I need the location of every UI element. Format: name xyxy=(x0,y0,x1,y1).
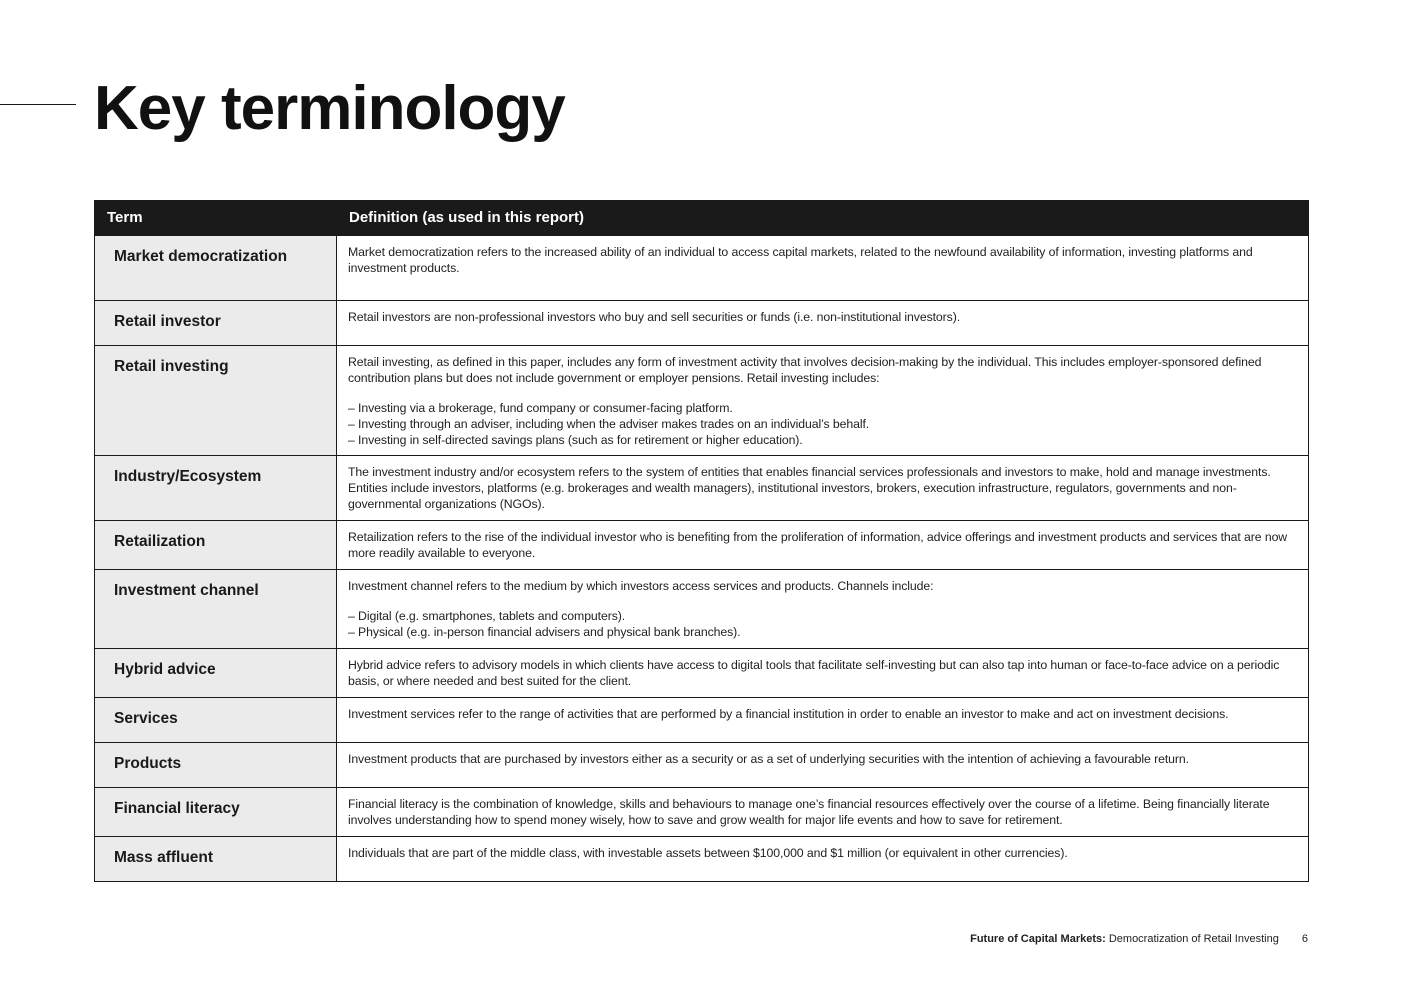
definition-bullet: – Investing in self-directed savings plans (such as for retirement or higher education). xyxy=(348,433,803,447)
footer-publication: Future of Capital Markets: xyxy=(970,933,1106,945)
definition-text: Investment channel refers to the medium by which investors access services and products. Channels include: xyxy=(348,579,934,593)
header-definition: Definition (as used in this report) xyxy=(337,200,1309,236)
table-header-row xyxy=(95,200,1309,236)
definition-cell xyxy=(337,346,1309,456)
definition-cell xyxy=(337,570,1309,649)
definition-cell xyxy=(337,788,1309,837)
term-cell: Hybrid advice xyxy=(95,649,337,698)
definition-cell xyxy=(337,837,1309,882)
definition-text: Financial literacy is the combination of knowledge, skills and behaviours to manage one’s financial resources effectively over the course of a lifetime. Being financially literate involves understanding how to spend money wisely, how to save and grow wealth for major life events and how to save for retirement. xyxy=(348,797,1270,827)
page-footer xyxy=(970,933,1308,945)
definition-text: Hybrid advice refers to advisory models in which clients have access to digital tools that facilitate self-investing but can also tap into human or face-to-face advice on a periodic basis, or where needed and best suited for the client. xyxy=(348,658,1280,688)
page-number: 6 xyxy=(1301,933,1308,945)
definition-bullet: – Investing through an adviser, including when the adviser makes trades on an individual’s behalf. xyxy=(348,417,870,431)
table-row xyxy=(95,837,1309,882)
definition-cell xyxy=(337,521,1309,570)
term-cell: Retail investor xyxy=(95,301,337,346)
definition-text: Retail investing, as defined in this paper, includes any form of investment activity that involves decision-making by the individual. This includes employer-sponsored defined contribution plans but does not include government or employer pensions. Retail investing includes: xyxy=(348,355,1262,385)
table-row xyxy=(95,649,1309,698)
definition-text: Investment services refer to the range of activities that are performed by a financial institution in order to enable an investor to make and act on investment decisions. xyxy=(348,707,1229,721)
header-term: Term xyxy=(95,200,337,236)
footer-subtitle: Democratization of Retail Investing xyxy=(1108,933,1279,945)
definition-cell xyxy=(337,698,1309,743)
page-title: Key terminology xyxy=(94,74,565,143)
term-cell: Market democratization xyxy=(95,236,337,301)
definition-text: Individuals that are part of the middle class, with investable assets between $100,000 and $1 million (or equivalent in other currencies). xyxy=(348,846,1068,860)
definition-cell xyxy=(337,236,1309,301)
definition-bullet: – Digital (e.g. smartphones, tablets and computers). xyxy=(348,609,626,623)
definition-text: Retail investors are non-professional investors who buy and sell securities or funds (i.e. non-institutional investors). xyxy=(348,310,961,324)
term-cell: Retail investing xyxy=(95,346,337,456)
definition-text: The investment industry and/or ecosystem refers to the system of entities that enables financial services professionals and investors to make, hold and manage investments. Entities include investors, platforms (e.g. brokerages and wealth managers), institutional investors, brokers, execution infrastructure, regulators, governments and non-governmental organizations (NGOs). xyxy=(348,465,1271,511)
table-row xyxy=(95,346,1309,456)
definition-cell xyxy=(337,743,1309,788)
table-row xyxy=(95,743,1309,788)
table-row xyxy=(95,570,1309,649)
term-cell: Investment channel xyxy=(95,570,337,649)
term-cell: Services xyxy=(95,698,337,743)
definition-cell xyxy=(337,456,1309,521)
definition-text: Investment products that are purchased by investors either as a security or as a set of underlying securities with the intention of achieving a favourable return. xyxy=(348,752,1189,766)
table-row xyxy=(95,456,1309,521)
definition-text: Retailization refers to the rise of the individual investor who is benefiting from the proliferation of information, advice offerings and investment products and services that are now more readily available to everyone. xyxy=(348,530,1288,560)
table-row xyxy=(95,301,1309,346)
definition-cell xyxy=(337,301,1309,346)
table-row xyxy=(95,698,1309,743)
definition-bullet: – Investing via a brokerage, fund company or consumer-facing platform. xyxy=(348,401,733,415)
term-cell: Products xyxy=(95,743,337,788)
terminology-table xyxy=(94,200,1309,882)
definition-cell xyxy=(337,649,1309,698)
term-cell: Financial literacy xyxy=(95,788,337,837)
definition-bullet: – Physical (e.g. in-person financial advisers and physical bank branches). xyxy=(348,625,741,639)
definition-text: Market democratization refers to the increased ability of an individual to access capital markets, related to the newfound availability of information, investing platforms and investment products. xyxy=(348,245,1253,275)
table-row xyxy=(95,521,1309,570)
title-rule xyxy=(0,104,76,105)
term-cell: Industry/Ecosystem xyxy=(95,456,337,521)
table-row xyxy=(95,236,1309,301)
term-cell: Retailization xyxy=(95,521,337,570)
term-cell: Mass affluent xyxy=(95,837,337,882)
table-row xyxy=(95,788,1309,837)
